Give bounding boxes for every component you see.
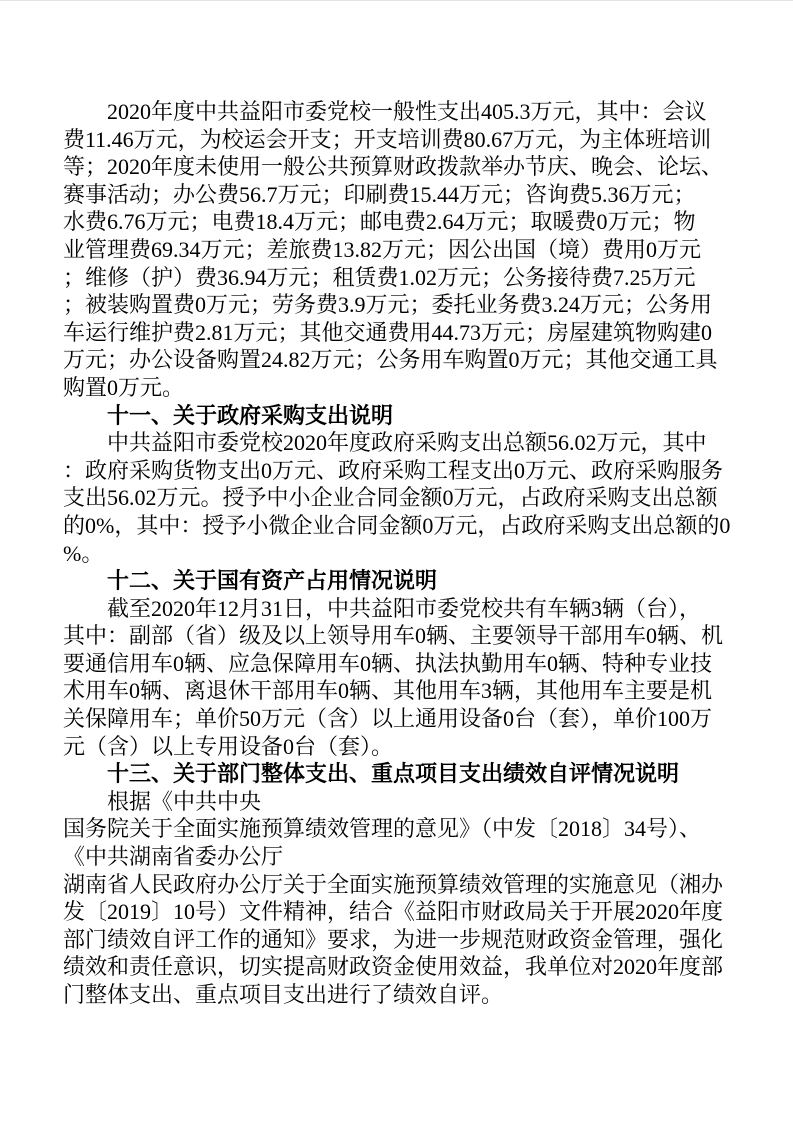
- paragraph-line: 购置0万元。: [63, 374, 185, 400]
- paragraph-line: ；被装购置费0万元；劳务费3.9万元；委托业务费3.24万元；公务用: [63, 292, 713, 318]
- paragraph-line: 2020年度中共益阳市委党校一般性支出405.3万元，其中：会议: [107, 99, 707, 124]
- section-12-heading: 十二、关于国有资产占用情况说明: [107, 568, 438, 594]
- government-procurement-paragraph: [63, 429, 731, 567]
- section-11-heading: 十一、关于政府采购支出说明: [107, 402, 394, 428]
- paragraph-line: 的0%，其中：授予小微企业合同金额0万元，占政府采购支出总额的0: [63, 512, 731, 538]
- paragraph-line: 关保障用车；单价50万元（含）以上通用设备0台（套），单价100万: [63, 706, 713, 732]
- paragraph-line: 车运行维护费2.81万元；其他交通费用44.73万元；房屋建筑物购建0: [63, 319, 713, 345]
- paragraph-line: 部门绩效自评工作的通知》要求，为进一步规范财政资金管理，强化: [63, 926, 724, 952]
- paragraph-line: ：政府采购货物支出0万元、政府采购工程支出0万元、政府采购服务: [63, 457, 724, 483]
- paragraph-line: 湖南省人民政府办公厅关于全面实施预算绩效管理的实施意见（湘办: [63, 871, 724, 897]
- paragraph-line: 等；2020年度未使用一般公共预算财政拨款举办节庆、晚会、论坛、: [63, 154, 724, 180]
- paragraph-line: 绩效和责任意识，切实提高财政资金使用效益，我单位对2020年度部: [63, 954, 724, 980]
- paragraph-line: 支出56.02万元。授予中小企业合同金额0万元，占政府采购支出总额: [63, 485, 718, 511]
- paragraph-line: 水费6.76万元；电费18.4万元；邮电费2.64万元；取暖费0万元；物: [63, 209, 696, 235]
- performance-self-evaluation-paragraph: [63, 788, 731, 1009]
- paragraph-line: 《中共湖南省委办公厅: [63, 844, 284, 870]
- paragraph-line: 其中：副部（省）级及以上领导用车0辆、主要领导干部用车0辆、机: [63, 623, 724, 649]
- paragraph-line: 要通信用车0辆、应急保障用车0辆、执法执勤用车0辆、特种专业技: [63, 650, 713, 676]
- paragraph-line: %。: [63, 540, 104, 566]
- paragraph-line: 门整体支出、重点项目支出进行了绩效自评。: [63, 982, 504, 1007]
- paragraph-line: 根据《中共中央: [107, 788, 262, 814]
- paragraph-line: 中共益阳市委党校2020年度政府采购支出总额56.02万元，其中: [107, 430, 707, 456]
- paragraph-line: 国务院关于全面实施预算绩效管理的意见》（中发〔2018〕34号）、: [63, 816, 702, 842]
- section-13-heading: 十三、关于部门整体支出、重点项目支出绩效自评情况说明: [107, 761, 680, 787]
- paragraph-line: 费11.46万元，为校运会开支；开支培训费80.67万元，为主体班培训: [63, 126, 712, 152]
- paragraph-line: 发〔2019〕10号）文件精神，结合《益阳市财政局关于开展2020年度: [63, 899, 724, 925]
- paragraph-line: 赛事活动；办公费56.7万元；印刷费15.44万元；咨询费5.36万元；: [63, 181, 696, 207]
- paragraph-line: 万元；办公设备购置24.82万元；公务用车购置0万元；其他交通工具: [63, 347, 718, 373]
- paragraph-line: 元（含）以上专用设备0台（套）。: [63, 733, 394, 759]
- state-assets-paragraph: [63, 595, 731, 761]
- document-content: [63, 98, 731, 1009]
- paragraph-line: 术用车0辆、离退休干部用车0辆、其他用车3辆，其他用车主要是机: [63, 678, 713, 704]
- paragraph-line: 截至2020年12月31日，中共益阳市委党校共有车辆3辆（台），: [107, 595, 702, 621]
- paragraph-line: ；维修（护）费36.94万元；租赁费1.02万元；公务接待费7.25万元: [63, 264, 696, 290]
- general-expenditure-paragraph: [63, 98, 731, 402]
- paragraph-line: 业管理费69.34万元；差旅费13.82万元；因公出国（境）费用0万元: [63, 236, 702, 262]
